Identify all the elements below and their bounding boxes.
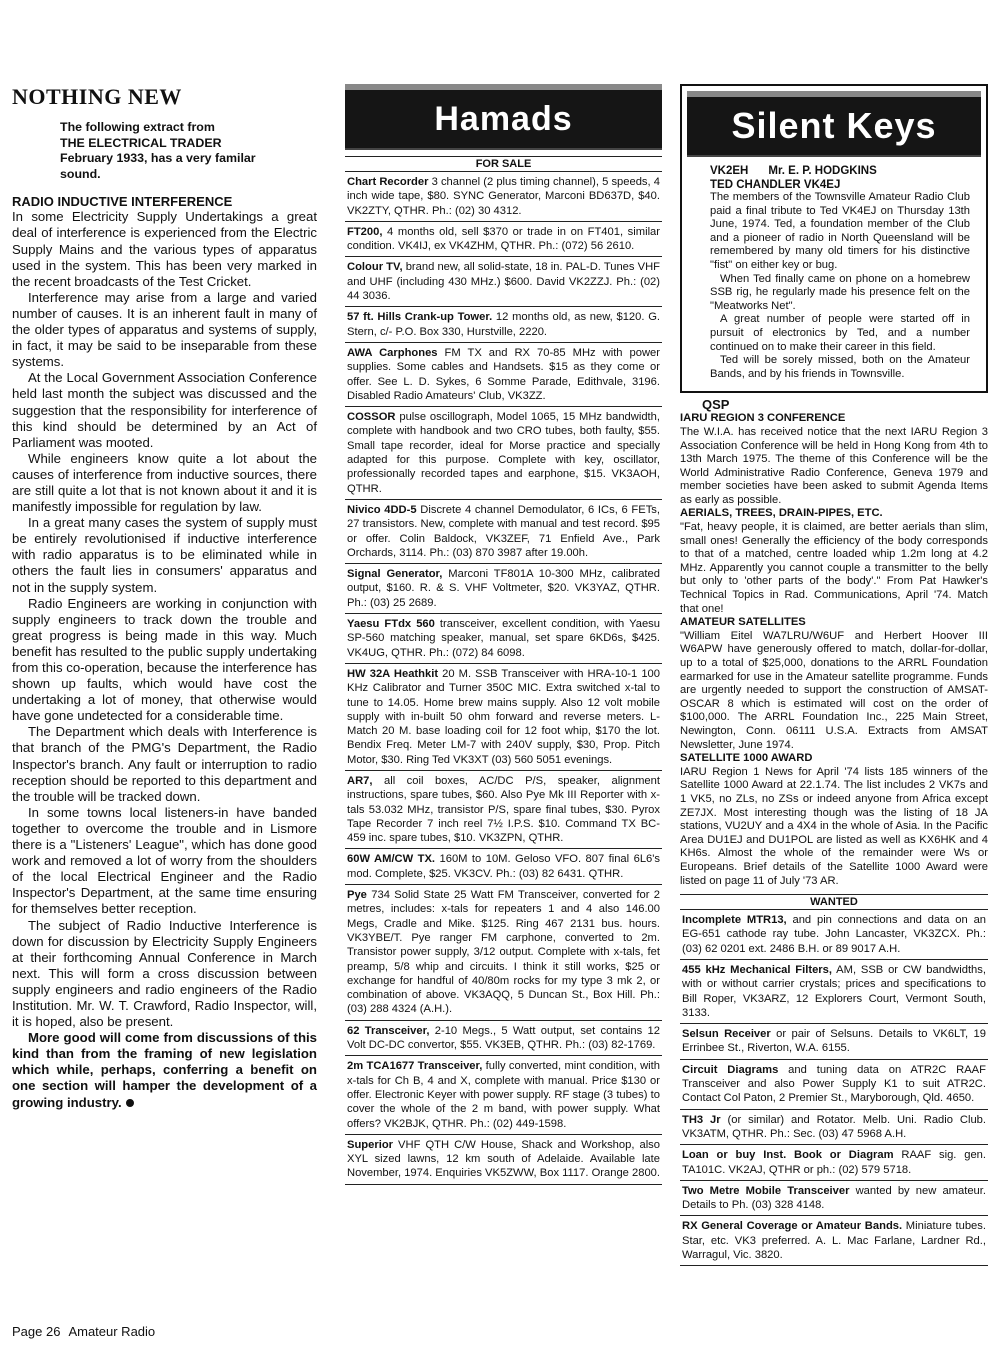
ad-text: Discrete 4 channel Demodulator, 6 ICs, 6 FETs, 27 transistors. New, complete with manual and test record. $95 or offer. Colin Baldock, VK3ZEF, 71 Enfield Ave., Park Orchards, 3114. Ph.: (03) 870 3987 after 19.00h. [347,503,660,559]
qsp-heading: AERIALS, TREES, DRAIN-PIPES, ETC. [680,507,883,520]
classified-ad [345,771,662,849]
end-mark-icon [126,1099,134,1107]
ad-lead: 455 kHz Mechanical Filters, [682,963,832,976]
ad-text: 12 months old, as new, $120. G. Stern, c/- P.O. Box 330, Hurstville, 2220. [347,311,661,338]
silent-keys-banner: Silent Keys [687,91,981,157]
wanted-list [680,910,988,1266]
qsp-sections [680,412,988,888]
classified-ad [680,910,988,960]
sk-body [710,191,970,381]
paragraph: The Department which deals with Interference is that branch of the PMG's Department, the Radio Inspector's branch. Any fault or interruption to radio reception should be reported to this department and the trouble will be tracked down. [12,724,317,804]
article-intro [60,120,317,182]
ad-text: fully converted, mint condition, with x-tals for Ch B, 4 and X, complete with manual. Price $130 or offer. Electronic Keyer with power supply. RF stage (3 tubes) to cover the whole of the 2 m band, with power supply. What offers? VK2BJK, QTHR. Ph.: (02) 449-1598. [347,1060,660,1130]
ad-lead: 60W AM/CW TX. [347,853,436,866]
qsp-item [680,752,988,888]
paragraph: The members of the Townsville Amateur Radio Club paid a final tribute to Ted VK4EJ on Thursday 13th June, 1974. Ted, a foundation member of the Club and a pioneer of radio in North Queensland will be remembered by many old timers for his distinctive "fist" on either key or bug. [710,191,970,271]
ad-text: transceiver, excellent condition, with Yaesu SP-560 matching speaker, manual, set spare 6KD6s, $425. VK4UG, QTHR. Ph.: (072) 84 6098. [347,618,660,659]
classified-ad [345,885,662,1021]
ad-text: 3 channel (2 plus timing channel), 5 speeds, 4 inch wide tape, $80. SYNC Generator, Marconi BD637D, $40. VK2ZTY, QTHR. Ph.: (02) 30 4312. [347,176,660,217]
classified-ad [345,257,662,307]
qsp-text: The W.I.A. has received notice that the next IARU Region 3 Association Conference will be held in Hong Kong from 4th to 13th March 1975. The theme of this Conference will be the World Administrative Radio Conference, Geneva 1979 and member societies have been asked to submit Agenda Items as early as possible. [680,425,988,506]
page-footer [12,1324,155,1339]
ad-text: Marconi TF801A 10-300 MHz, calibrated output, $160. R. & S. VHF Voltmeter, $20. VK3YAZ, QTHR. Ph.: (03) 25 2689. [347,568,660,609]
classified-ad [345,407,662,500]
classified-ad [680,1060,988,1110]
ad-lead: AR7, [347,774,373,787]
article-body [12,209,317,1110]
ad-lead: FT200, [347,225,383,238]
classified-ad [345,564,662,614]
classified-ad [345,500,662,564]
closing-paragraph [12,1030,317,1110]
ad-text: or pair of Selsuns. Details to VK6LT, 19 Errinbee St., Riverton, W.A. 6155. [682,1028,986,1055]
paragraph: Ted will be sorely missed, both on the Amateur Bands, and by his friends in Townsville. [710,354,970,380]
classified-ad [345,1135,662,1185]
article-nothing-new [12,84,317,1111]
paragraph: A great number of people were started off in pursuit of electronics by Ted, and a number continued on to make their career in this field. [710,313,970,353]
silent-keys-heading [710,165,980,177]
right-column [680,84,988,1266]
paragraph: At the Local Government Association Conference held last month the subject was discussed and the suggestion that the responsibility for interference of this kind should be determined by an Act of Parliament was mooted. [12,370,317,450]
ad-lead: Nivico 4DD-5 [347,503,417,516]
classified-ad [345,222,662,258]
intro-line: sound. [60,166,101,181]
ad-text: pulse oscillograph, Model 1065, 15 MHz bandwidth, complete with handbook and two CRO tubes, both faulty, $55. Small tape recorder, ideal for Morse practice and specially adapted for this purpose. Complete with key, oscillator, professionally recorded tapes and earphone, $15. VK3AOH, QTHR. [347,411,660,495]
for-sale-label: FOR SALE [345,156,662,172]
ad-lead: Yaesu FTdx 560 [347,618,435,631]
paragraph: When Ted finally came on phone on a homebrew SSB rig, he regularly made his presence felt on the "Meatworks Net". [710,272,970,312]
hamads-banner: Hamads [345,84,662,150]
intro-line: THE ELECTRICAL TRADER [60,135,222,150]
ad-text: 2-10 Megs., 5 Watt output, set contains 12 Volt DC-DC convertor, $55. VK3EB, QTHR. Ph.: (03) 82-1769. [347,1024,660,1052]
classified-ad [680,1181,988,1217]
ad-text: and tuning data on ATR2C RAAF Transceiver and also Power Supply K1 to suit ATR2C. Contact Col Paton, 2 Premier St., Maryborough, Qld. 4650. [682,1063,986,1105]
paragraph: While engineers know quite a lot about the causes of interference from inductive sources, there are still quite a lot that is not known about it and it is manifestly impossible for regulation by law. [12,450,317,515]
classified-ad [680,1024,988,1060]
sk-subtitle: TED CHANDLER VK4EJ [710,179,841,191]
ad-lead: COSSOR [347,411,396,424]
ad-lead: Signal Generator, [347,568,443,581]
qsp-heading: SATELLITE 1000 AWARD [680,752,813,765]
ad-lead: Superior [347,1138,394,1151]
paragraph: In some Electricity Supply Undertakings a great deal of interference is experienced from the Electric Supply Mains and the various types of apparatus used in the system. This has been very marked in the recent broadcasts of the Test Cricket. [12,209,317,289]
qsp-heading: IARU REGION 3 CONFERENCE [680,412,846,425]
ad-text: wanted by new amateur. Details to Ph. (03) 328 4148. [682,1184,986,1212]
ad-lead: 57 ft. Hills Crank-up Tower. [347,311,493,324]
classified-ad [680,1110,988,1146]
paragraph: Radio Engineers are working in conjunction with supply engineers to track down the trouble and great progress is being made in this way. Much benefit has resulted to the public supply undertaking from this co-operation, because the interference has shown up faults, which would have cost the undertaking a lot of money, that otherwise would have gone undetected for a considerable time. [12,595,317,724]
ad-text: Miniature tubes. Star, etc. VK3 preferred. A. L. Mac Farlane, Lardner Rd., Warragul, Vic. 3820. [682,1220,986,1262]
ad-text: and pin connections and data on an EG-651 cathode ray tube. John Lancaster, VK3ZCX. Ph.: (03) 62 0201 ext. 2486 B.H. or 89 9017 A.H. [682,914,987,955]
qsp-text: "William Eitel WA7LRU/W6UF and Herbert Hoover III W6APW have generously offered to match, dollar-for-dollar, up to a total of $25,000, donations to the ARRL Foundation earmarked for use in the Amateur satellite programme. Funds are urgently needed to support the construction of AMSAT-OSCAR 8 which is estimated will cost on the order of $100,000. The ARRL Foundation Inc., 225 Main Street, Newington, Conn. 06111 U.S.A. Extracts from AMSAT Newsletter, June 1974. [680,629,988,751]
ad-text: brand new, all solid-state, 18 in. PAL-D. Tunes VHF and UHF (including 430 MHz.) $600. David VK2ZZJ. Ph.: (02) 44 3036. [347,261,661,303]
ad-text: all coil boxes, AC/DC P/S, speaker, alignment instructions, spare tubes, $60. Also Pye Mk III Reporter with x-tals 53.032 MHz, transistor P/S, spare final tubes, $30. Pyrox Tape Recorder 7 inch reel 7½ I.P.S. $10. Command TX BC-459 inc. spare tubes, $10. VK3ZPN, QTHR. [347,774,660,845]
classified-ad [345,343,662,407]
classified-ad [345,1021,662,1057]
classified-ad [345,614,662,664]
for-sale-list [345,172,662,1185]
classified-ad [345,1056,662,1134]
ad-text: AM, SSB or CW bandwidths, with or without carrier crystals; prices and specifications to Bill Roper, VK3ARZ, 12 Explorers Court, Vermont South, 3133. [682,963,986,1019]
ad-text: 160M to 10M. Geloso VFO. 807 final 6L6's mod. Complete, $25. VK3CV. Ph.: (03) 82 6431. QTHR. [347,853,660,880]
article-subtitle: RADIO INDUCTIVE INTERFERENCE [12,194,233,210]
paragraph: Interference may arise from a large and varied number of causes. It is an inherent fault in many of the older types of apparatus and systems of supply, in fact, it may be said to be inseparable from these systems. [12,289,317,370]
qsp-title: QSP [702,397,730,413]
hamads-section [345,84,662,1185]
ad-text: VHF QTH C/W House, Shack and Workshop, also XYL sized lawns, 12 km south of Adelaide. Available late November, 1974. Enquiries VK5ZWW, Box 1117. Orange 2800. [347,1138,661,1180]
ad-lead: 62 Transceiver, [347,1024,430,1037]
paragraph: In some towns local listeners-in have banded together to overcome the trouble and in Lismore there is a "Listeners' League", which has done good work and removed a lot of worry from the shoulders of the local Electrical Engineer and the Radio Inspector's Department, at the same time ensuring for themselves better reception. [12,804,317,917]
ad-lead: Circuit Diagrams [682,1063,779,1076]
classified-ad [680,1145,988,1181]
classified-ad [345,172,662,222]
ad-text: RAAF sig. gen. TA101C. VK2AJ, QTHR or ph.: (02) 579 5718. [682,1149,986,1176]
classified-ad [345,307,662,343]
sk-name: Mr. E. P. HODGKINS [768,165,877,177]
classified-ad [680,1216,988,1266]
sk-callsign: VK2EH [710,165,749,177]
article-title: NOTHING NEW [12,84,182,109]
ad-text: (or similar) and Rotator. Melb. Uni. Radio Club. VK3ATM, QTHR. Ph.: Sec. (03) 47 5968 A.H. [682,1113,986,1140]
ad-lead: RX General Coverage or Amateur Bands. [682,1220,903,1233]
silent-keys-box [680,84,988,393]
qsp-item [680,616,988,752]
ad-text: 4 months old, sell $370 or trade in on FT401, similar condition. VK4IJ, ex VK4ZHM, QTHR. Ph.: (072) 56 2610. [347,225,660,253]
ad-lead: TH3 Jr [682,1113,721,1126]
qsp-heading: AMATEUR SATELLITES [680,616,806,629]
ad-lead: Loan or buy Inst. Book or Diagram [682,1149,894,1162]
qsp-item [680,507,988,616]
ad-lead: Colour TV, [347,261,403,274]
qsp-text: "Fat, heavy people, it is claimed, are better aerials than slim, small ones! Generally the efficiency of the body corresponds to that of a matched, centre loaded whip 1.2m long at 4.2 MHz. Apparently you cannot couple a transmitter to the belly but only to 'other parts of the body'." From Pat Hawker's Technical Topics in Rad. Communications, April '74. Match that one! [680,521,988,615]
ad-lead: Incomplete MTR13, [682,914,787,927]
ad-lead: 2m TCA1677 Transceiver, [347,1060,483,1073]
classified-ad [680,960,988,1024]
closing-text: More good will come from discussions of this kind than from the framing of new legislation which while, perhaps, conferring a benefit on one section will hamper the development of a growing industry. [12,1030,317,1110]
paragraph: The subject of Radio Inductive Interference is down for discussion by Electricity Supply Engineers at their forthcoming Annual Conference in March next. This will form a cross discussion between supply engineers and radio engineers of the Radio Institution. Mr. W. T. Crawford, Radio Inspector, will, it is hoped, also be present. [12,917,317,1030]
paragraph: In a great many cases the system of supply must be entirely revolutionised if inductive interference with radio apparatus is to be eliminated while in others the fault lies in consumers' apparatus and not in the supply system. [12,515,317,595]
qsp-item [680,412,988,507]
intro-line: The following extract from [60,120,215,134]
wanted-label: WANTED [680,894,988,910]
classified-ad [345,664,662,771]
ad-lead: Two Metre Mobile Transceiver [682,1184,850,1197]
classified-ad [345,849,662,885]
intro-line: February 1933, has a very familar [60,151,256,166]
ad-text: FM TX and RX 70-85 MHz with power supplies. Some cables and Handsets. $15 as they come or offer. See L. D. Sykes, 6 Somme Parade, Edithvale, 3196. Disabled Radio Amateurs' Club, VK3ZZ. [347,346,661,402]
publication-name: Amateur Radio [68,1324,156,1339]
ad-lead: Chart Recorder [347,176,429,188]
ad-lead: AWA Carphones [347,346,438,359]
ad-lead: Pye [347,889,367,902]
ad-text: 20 M. SSB Transceiver with HRA-10-1 100 KHz Calibrator and Turner 350C MIC. Extra switched x-tal to tune to 14.05. Home brew mains supply. Also 12 volt mobile supply with in-built 50 ohm forward and reverse meters. L-Match 20 M. base loading coil for 12 foot whip, $170 the lot. Bendix Freq. Meter LM-7 with 240V supply, $30, Prop. Pitch Motor, $30. Ring Ted VK3XT (03) 560 5051 evenings. [347,667,660,766]
qsp-text: IARU Region 1 News for April '74 lists 185 winners of the Satellite 1000 Award at 22.1.74. The list includes 2 VK7s and 1 VK5, no ZLs, no ZSs or indeed anyone from Africa except ZE7JX. Most interesting though was the listing of 18 JA stations, VU2UY and a 4X4 in the whole of Asia. In the Pacific Area DU1EJ and DU1POL are listed as well as KX6HK and 4 KH6s. Almost the whole of the remainder were Ws or Europeans. Brief details of the Satellite 1000 Award were listed on page 11 of July '73 AR. [680,765,988,887]
ad-text: 734 Solid State 25 Watt FM Transceiver, converted for 2 metres, includes: x-tals for repeaters 1 and 4 also 146.00 Megs, Cradle and Mike. $125. Ring 467 2131 bus. hours. VK3YBE/T. Pye ranger FM carphone, converted to 2m. Transistor power supply, 3/12 output. Complete with x-tals, fet preamp, 5/8 whip and circuits. I think it still works, $25 or exchange for handful of 40/80m rocks for my type 3 mk 2, or combination of above. VK3AQQ, 5 Duncan St., Box Hill. Ph.: (03) 288 4324 (A.H.). [347,889,660,1016]
page-number: Page 26 [12,1324,61,1339]
ad-lead: Selsun Receiver [682,1028,771,1041]
ad-lead: HW 32A Heathkit [347,667,439,680]
